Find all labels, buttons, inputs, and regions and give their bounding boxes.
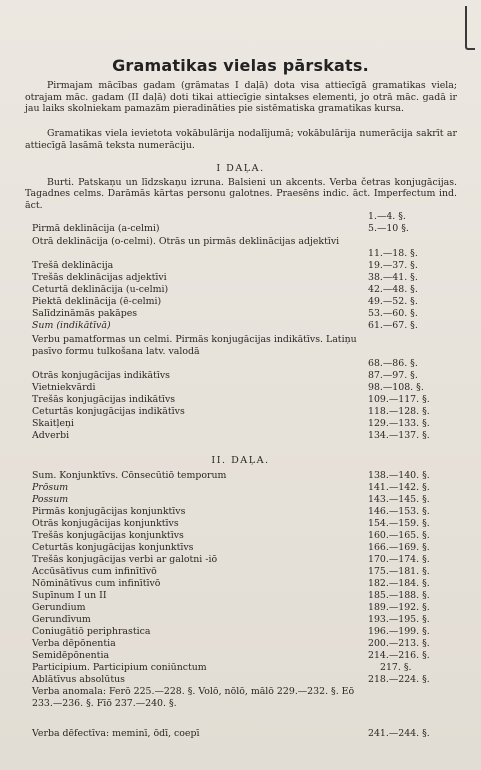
toc-row [25, 566, 465, 578]
toc-label: Possum [32, 494, 69, 505]
toc-pages: 160.—165. §. [368, 530, 430, 541]
toc-label: Pirmās konjugācijas konjunktīvs [32, 506, 186, 517]
part2-heading: II. DAĻA. [211, 455, 270, 466]
toc-row [25, 590, 465, 602]
toc-pages: 11.—18. §. [368, 248, 418, 259]
toc-row [25, 494, 465, 506]
toc-row [25, 470, 465, 482]
part1-intro: Burti. Patskaņu un līdzskaņu izruna. Balsieni un akcents. Verba četras konjugācijas. Tagadnes celms. Darāmās kārtas personu galotnes. Praesēns indic. āct. Imperfectum ind. āct. [25, 177, 457, 211]
toc-label: Prōsum [32, 482, 69, 493]
toc-row [25, 554, 465, 566]
toc-pages: 185.—188. §. [368, 590, 430, 601]
toc-row [25, 674, 465, 686]
toc-row [25, 518, 465, 530]
toc-label: Participium. Participium coniūnctum [32, 662, 207, 673]
toc-pages: 118.—128. §. [368, 406, 430, 417]
toc-pages: 200.—213. §. [368, 638, 430, 649]
toc-label: Ablātīvus absolūtus [32, 674, 125, 685]
toc-row [25, 602, 465, 614]
toc-row [25, 482, 465, 494]
toc-row [25, 506, 465, 518]
toc-pages: 154.—159. §. [368, 518, 430, 529]
toc-pages: 19.—37. §. [368, 260, 418, 271]
toc-pages: 129.—133. §. [368, 418, 430, 429]
toc-label: Semidēpōnentia [32, 650, 110, 661]
toc-pages: 61.—67. §. [368, 320, 418, 331]
toc-pages: 217. §. [380, 662, 412, 673]
toc-pages: 5.—10 §. [368, 223, 409, 234]
toc-row [25, 686, 465, 722]
toc-pages: 109.—117. §. [368, 394, 430, 405]
toc-pages: 1.—4. §. [368, 211, 406, 222]
toc-pages: 170.—174. §. [368, 554, 430, 565]
toc-label: Verbu pamatformas un celmi. Pirmās konjugācijas indikātīvs. Latiņu pasīvo formu tulkošana latv. valodā [32, 334, 357, 357]
toc-pages: 146.—153. §. [368, 506, 430, 517]
toc-label: Nōminātīvus cum infinītīvō [32, 578, 161, 589]
toc-pages: 98.—108. §. [368, 382, 424, 393]
toc-label: Supīnum I un II [32, 590, 107, 601]
toc-row [25, 728, 465, 740]
toc-label: Piektā deklinācija (ē-celmi) [32, 296, 162, 307]
toc-pages: 141.—142. §. [368, 482, 430, 493]
toc-label: Skaitļeņi [32, 418, 75, 429]
toc-label: Ceturtās konjugācijas konjunktīvs [32, 542, 194, 553]
toc-label: Pirmā deklinācija (a-celmi) [32, 223, 160, 234]
toc-pages: 218.—224. §. [368, 674, 430, 685]
toc-label: Verba dēpōnentia [32, 638, 116, 649]
toc-label: Otrās konjugācijas indikātīvs [32, 370, 170, 381]
toc-label: Ceturtā deklinācija (u-celmi) [32, 284, 169, 295]
toc-label: Verba dēfectīva: meminī, ōdī, coepī [32, 728, 200, 739]
toc-row [25, 578, 465, 590]
toc-row [25, 614, 465, 626]
toc-label: Trešās deklinācijas adjektīvi [32, 272, 167, 283]
toc-pages: 166.—169. §. [368, 542, 430, 553]
toc-pages: 138.—140. §. [368, 470, 430, 481]
toc-row [25, 542, 465, 554]
intro-paragraph-2: Gramatikas viela ievietota vokābulārija nodalījumā; vokābulārija numerācija sakrīt ar attiecīgā lasāmā teksta numerāciju. [25, 128, 457, 151]
toc-pages: 38.—41. §. [368, 272, 418, 283]
toc-label: Otrās konjugācijas konjunktīvs [32, 518, 179, 529]
part1-heading: I DAĻA. [216, 163, 265, 174]
toc-row [25, 530, 465, 542]
toc-pages: 193.—195. §. [368, 614, 430, 625]
toc-pages: 53.—60. §. [368, 308, 418, 319]
toc-label: Verba anomala: Ferō 225.—228. §. Volō, nōlō, mālō 229.—232. §. Eō 233.—236. §. Fīō 237.—240. §. [32, 686, 355, 709]
toc-label: Trešās konjugācijas indikātīvs [32, 394, 176, 405]
toc-label: Trešās konjugācijas verbi ar galotni -iō [32, 554, 218, 565]
intro-paragraph-1: Pirmajam mācības gadam (grāmatas I daļā) dota visa attiecīgā gramatikas viela; otrajam māc. gadam (II daļā) doti tikai attiecīgie sintakses elementi, jo otrā māc. gadā ir jau laiks skolniekam pamazām pieradināties pie sistēmatiska gramatikas kursa. [25, 80, 457, 115]
toc-row [25, 650, 465, 662]
toc-label: Vietniekvārdi [32, 382, 96, 393]
toc-label: Coniugātiō periphrastica [32, 626, 151, 637]
toc-pages: 182.—184. §. [368, 578, 430, 589]
toc-row [25, 638, 465, 650]
page-title: Gramatikas vielas pārskats. [112, 56, 369, 75]
toc-label: Otrā deklinācija (o-celmi). Otrās un pirmās deklinācijas adjektīvi [32, 236, 340, 247]
toc-label: Sum (indikātīvā) [32, 320, 111, 331]
toc-pages: 241.—244. §. [368, 728, 430, 739]
toc-pages: 68.—86. §. [368, 358, 418, 369]
toc-pages: 143.—145. §. [368, 494, 430, 505]
toc-label: Ceturtās konjugācijas indikātīvs [32, 406, 185, 417]
toc-pages: 87.—97. §. [368, 370, 418, 381]
toc-pages: 196.—199. §. [368, 626, 430, 637]
toc-pages: 42.—48. §. [368, 284, 418, 295]
toc-row [25, 662, 465, 674]
toc-label: Salīdzināmās pakāpes [32, 308, 138, 319]
toc-label: Trešās konjugācijas konjunktīvs [32, 530, 184, 541]
toc-pages: 214.—216. §. [368, 650, 430, 661]
toc-pages: 49.—52. §. [368, 296, 418, 307]
toc-row [25, 626, 465, 638]
toc-label: Gerundium [32, 602, 86, 613]
toc-pages: 189.—192. §. [368, 602, 430, 613]
toc-label: Adverbi [32, 430, 70, 441]
toc-label: Sum. Konjunktīvs. Cōnsecūtiō temporum [32, 470, 227, 481]
toc-label: Gerundīvum [32, 614, 91, 625]
toc-pages: 175.—181. §. [368, 566, 430, 577]
toc-pages: 134.—137. §. [368, 430, 430, 441]
toc-label: Accūsātīvus cum infinītīvō [32, 566, 157, 577]
toc-label: Trešā deklinācija [32, 260, 114, 271]
